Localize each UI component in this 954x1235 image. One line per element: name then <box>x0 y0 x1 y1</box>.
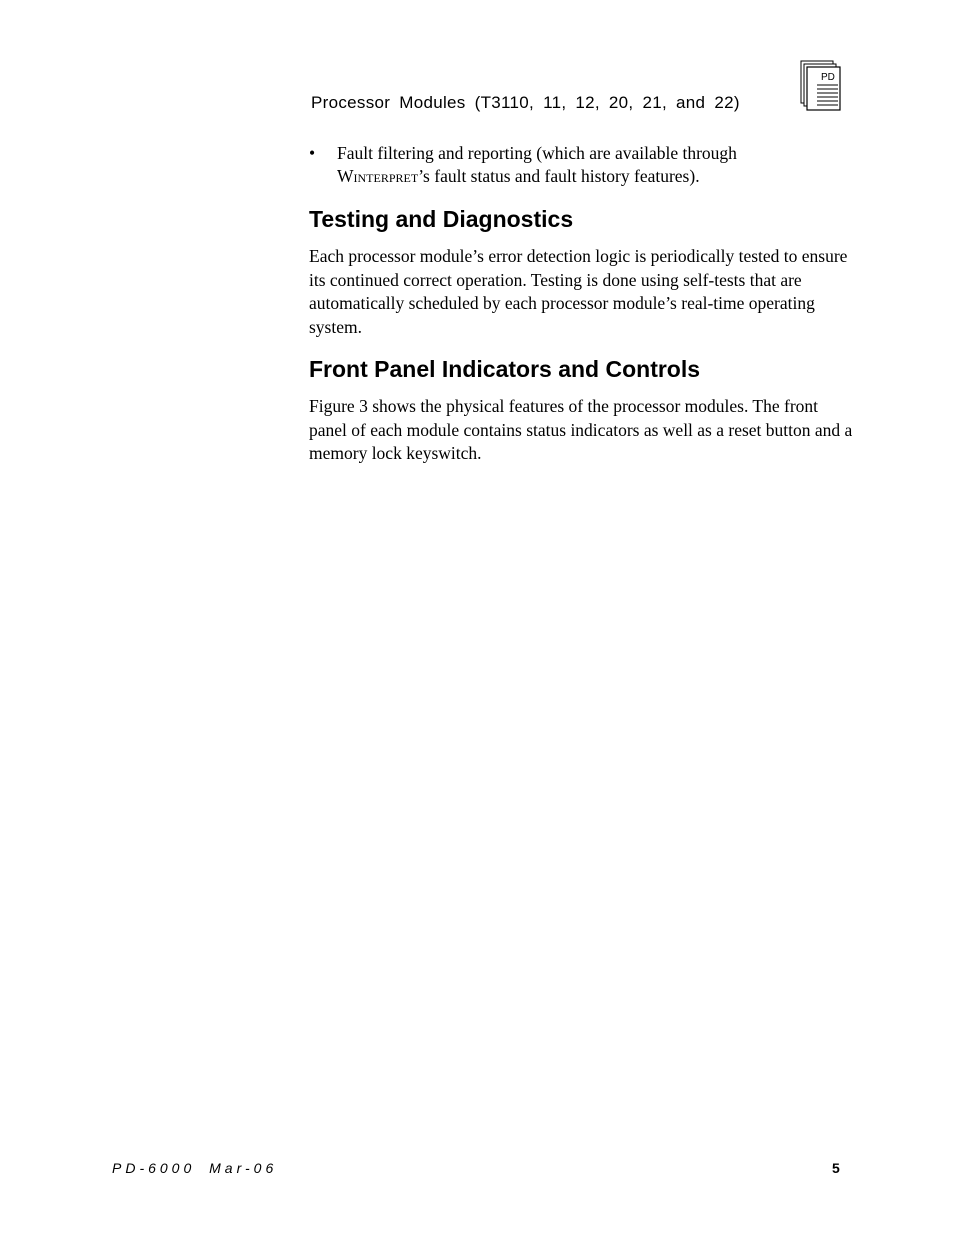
page-number: 5 <box>832 1160 840 1176</box>
footer-doc-id: PD-6000 Mar-06 <box>112 1160 278 1176</box>
section-body-testing: Each processor module’s error detection logic is periodically tested to ensure its continued correct operation. Testing is done using self-tests that are automatically scheduled by each processor module’s real-time operating system. <box>309 246 848 337</box>
product-name: Winterpret <box>337 166 419 186</box>
bullet-text <box>337 142 854 188</box>
pd-icon-label: PD <box>821 72 835 83</box>
section-heading-front-panel: Front Panel Indicators and Controls <box>309 356 701 382</box>
section-body-front-panel: Figure 3 shows the physical features of the processor modules. The front panel of each module contains status indicators as well as a reset button and a memory lock keyswitch. <box>309 396 853 463</box>
bullet-line-2: ’s fault status and fault history features). <box>418 166 700 186</box>
bullet-item <box>309 142 854 188</box>
bullet-marker: • <box>309 143 316 163</box>
bullet-line-1: Fault filtering and reporting (which are available through <box>337 143 737 163</box>
running-header: Processor Modules (T3110, 11, 12, 20, 21, and 22) <box>311 93 740 112</box>
section-heading-testing: Testing and Diagnostics <box>309 206 574 232</box>
document-stack-icon <box>800 60 842 112</box>
